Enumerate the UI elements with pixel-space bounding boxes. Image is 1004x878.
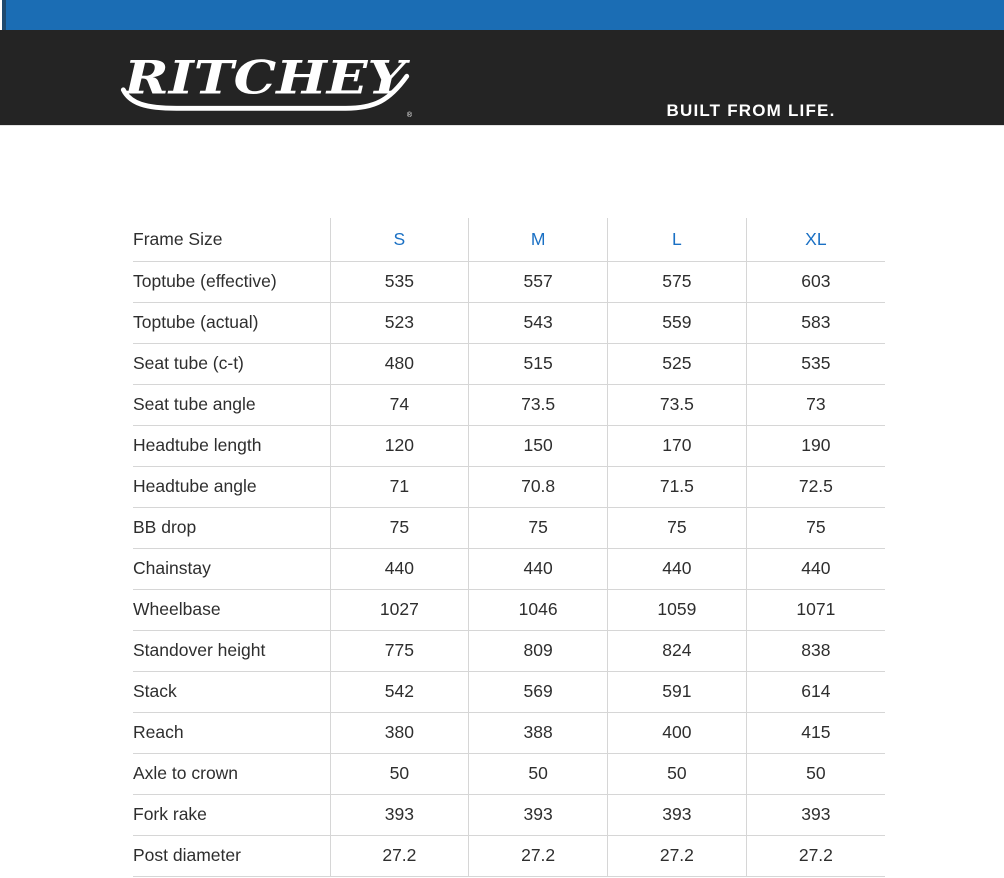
geometry-cell: 1027 [330, 589, 469, 630]
size-column-header: M [469, 218, 608, 261]
geometry-row [133, 835, 885, 876]
geometry-cell: 809 [469, 630, 608, 671]
geometry-cell: 50 [608, 753, 747, 794]
geometry-row-label: BB drop [133, 507, 330, 548]
geometry-row-label: Seat tube angle [133, 384, 330, 425]
geometry-cell: 1046 [469, 589, 608, 630]
registered-trademark: ® [406, 112, 412, 119]
geometry-cell: 75 [608, 507, 747, 548]
geometry-row [133, 753, 885, 794]
geometry-row [133, 466, 885, 507]
top-bar-dark-edge [2, 0, 6, 30]
geometry-cell: 569 [469, 671, 608, 712]
geometry-cell: 824 [608, 630, 747, 671]
geometry-row [133, 302, 885, 343]
geometry-cell: 50 [469, 753, 608, 794]
geometry-row [133, 425, 885, 466]
geometry-cell: 603 [746, 261, 885, 302]
geometry-cell: 542 [330, 671, 469, 712]
geometry-cell: 393 [469, 794, 608, 835]
geometry-cell: 27.2 [330, 835, 469, 876]
geometry-row [133, 548, 885, 589]
geometry-table-head [133, 218, 885, 261]
geometry-row [133, 384, 885, 425]
geometry-cell: 415 [746, 712, 885, 753]
geometry-cell: 393 [330, 794, 469, 835]
geometry-cell: 591 [608, 671, 747, 712]
geometry-row-label: Standover height [133, 630, 330, 671]
geometry-cell: 440 [469, 548, 608, 589]
geometry-cell: 27.2 [469, 835, 608, 876]
geometry-cell: 440 [608, 548, 747, 589]
geometry-cell: 27.2 [608, 835, 747, 876]
geometry-cell: 559 [608, 302, 747, 343]
geometry-cell: 523 [330, 302, 469, 343]
geometry-row-label: Stack [133, 671, 330, 712]
geometry-row [133, 630, 885, 671]
geometry-cell: 1059 [608, 589, 747, 630]
frame-size-header: Frame Size [133, 218, 330, 261]
geometry-cell: 50 [330, 753, 469, 794]
geometry-row [133, 712, 885, 753]
geometry-cell: 71 [330, 466, 469, 507]
geometry-cell: 515 [469, 343, 608, 384]
logo-wordmark: RITCHEY [121, 51, 411, 105]
geometry-cell: 73.5 [608, 384, 747, 425]
geometry-row-label: Fork rake [133, 794, 330, 835]
geometry-cell: 557 [469, 261, 608, 302]
geometry-cell: 27.2 [746, 835, 885, 876]
size-column-header: S [330, 218, 469, 261]
geometry-cell: 190 [746, 425, 885, 466]
geometry-row [133, 671, 885, 712]
geometry-cell: 775 [330, 630, 469, 671]
geometry-row-label: Toptube (effective) [133, 261, 330, 302]
geometry-cell: 73.5 [469, 384, 608, 425]
geometry-cell: 388 [469, 712, 608, 753]
ritchey-logo-svg [118, 51, 414, 117]
main-content [0, 127, 1004, 878]
geometry-cell: 380 [330, 712, 469, 753]
geometry-cell: 71.5 [608, 466, 747, 507]
geometry-cell: 614 [746, 671, 885, 712]
size-column-header: L [608, 218, 747, 261]
geometry-cell: 838 [746, 630, 885, 671]
geometry-cell: 440 [330, 548, 469, 589]
geometry-header-row [133, 218, 885, 261]
geometry-cell: 73 [746, 384, 885, 425]
geometry-row [133, 343, 885, 384]
geometry-cell: 120 [330, 425, 469, 466]
ritchey-logo[interactable] [118, 51, 414, 117]
geometry-table-body [133, 261, 885, 876]
geometry-cell: 440 [746, 548, 885, 589]
geometry-cell: 75 [746, 507, 885, 548]
geometry-row [133, 589, 885, 630]
size-column-header: XL [746, 218, 885, 261]
geometry-row [133, 261, 885, 302]
geometry-cell: 400 [608, 712, 747, 753]
geometry-cell: 575 [608, 261, 747, 302]
geometry-row-label: Chainstay [133, 548, 330, 589]
brand-tagline: BUILT FROM LIFE. [666, 101, 836, 120]
geometry-row-label: Post diameter [133, 835, 330, 876]
geometry-cell: 1071 [746, 589, 885, 630]
geometry-table [133, 218, 885, 877]
geometry-row-label: Seat tube (c-t) [133, 343, 330, 384]
geometry-row-label: Reach [133, 712, 330, 753]
site-header [0, 30, 1004, 126]
geometry-cell: 74 [330, 384, 469, 425]
geometry-cell: 393 [608, 794, 747, 835]
geometry-cell: 480 [330, 343, 469, 384]
geometry-row-label: Headtube length [133, 425, 330, 466]
geometry-row-label: Toptube (actual) [133, 302, 330, 343]
geometry-cell: 170 [608, 425, 747, 466]
geometry-cell: 543 [469, 302, 608, 343]
geometry-cell: 583 [746, 302, 885, 343]
geometry-cell: 150 [469, 425, 608, 466]
geometry-cell: 535 [330, 261, 469, 302]
geometry-cell: 525 [608, 343, 747, 384]
geometry-cell: 70.8 [469, 466, 608, 507]
geometry-cell: 535 [746, 343, 885, 384]
top-accent-bar [0, 0, 1004, 30]
geometry-cell: 393 [746, 794, 885, 835]
geometry-row [133, 507, 885, 548]
geometry-row-label: Wheelbase [133, 589, 330, 630]
geometry-cell: 72.5 [746, 466, 885, 507]
geometry-row-label: Axle to crown [133, 753, 330, 794]
geometry-cell: 75 [330, 507, 469, 548]
geometry-cell: 50 [746, 753, 885, 794]
geometry-row [133, 794, 885, 835]
geometry-row-label: Headtube angle [133, 466, 330, 507]
geometry-cell: 75 [469, 507, 608, 548]
